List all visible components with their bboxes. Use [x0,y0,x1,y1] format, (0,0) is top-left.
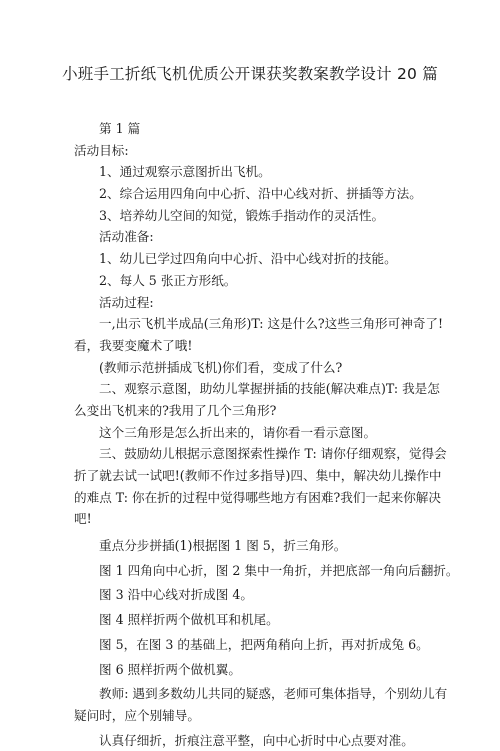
paragraph-line: 二、观察示意图，助幼儿掌握拼插的技能(解决难点)T: 我是怎 [99,381,440,397]
paragraph-line: 这个三角形是怎么折出来的，请你看一看示意图。 [99,424,377,440]
paragraph-line: 2、综合运用四角向中心折、沿中心线对折、拼插等方法。 [99,186,422,202]
paragraph-line: 吧! [74,511,92,527]
paragraph-line: 图 3 沿中心线对折成图 4。 [99,587,253,603]
paragraph-line: 活动目标: [74,142,129,158]
paragraph-line: 活动准备: [99,229,154,245]
paragraph-line: 2、每人 5 张正方形纸。 [99,272,237,288]
paragraph-line: 的难点 T: 你在折的过程中觉得哪些地方有困难?我们一起来你解决 [74,489,441,505]
paragraph-line: 三、鼓励幼儿根据示意图探索性操作 T: 请你仔细观察，觉得会 [99,446,447,462]
paragraph-line: 折了就去试一试吧!(教师不作过多指导)四、集中，解决幼儿操作中 [74,468,442,483]
paragraph-line: 活动过程: [99,294,154,310]
paragraph-line: 么变出飞机来的?我用了几个三角形? [74,402,277,418]
paragraph-line: 3、培养幼儿空间的知觉，锻炼手指动作的灵活性。 [99,207,385,223]
paragraph-line: 1、通过观察示意图折出飞机。 [99,164,271,180]
paragraph-line: 图 6 照样折两个做机翼。 [99,661,241,677]
section-heading: 第 1 篇 [99,121,141,136]
paragraph-line: 图 5，在图 3 的基础上，把两角稍向上折，再对折成兔 6。 [99,636,429,652]
paragraph-line: 认真仔细折，折痕注意平整，向中心折时中心点要对准。 [99,732,414,748]
paragraph-line: 疑问时，应个别辅导。 [74,707,200,723]
document-body [74,118,459,751]
paragraph-line: 1、幼儿已学过四角向中心折、沿中心线对折的技能。 [99,251,397,267]
paragraph-line: 图 1 四角向中心折，图 2 集中一角折，并把底部一角向后翻折。 [99,562,459,578]
paragraph-line: 重点分步拼插(1)根据图 1 图 5，折三角形。 [99,538,347,554]
document-title: 小班手工折纸飞机优质公开课获奖教案教学设计 20 篇 [62,65,438,83]
paragraph-line: 图 4 照样折两个做机耳和机尾。 [99,612,279,628]
paragraph-line: (教师示范拼插成飞机)你们看，变成了什么? [99,359,343,375]
paragraph-line: 教师: 遇到多数幼儿共同的疑惑，老师可集体指导，个别幼儿有 [99,686,448,702]
paragraph-line: 看，我要变魔术了哦! [74,337,193,353]
paragraph-line: 一,出示飞机半成品(三角形)T: 这是什么?这些三角形可神奇了! [99,316,444,332]
